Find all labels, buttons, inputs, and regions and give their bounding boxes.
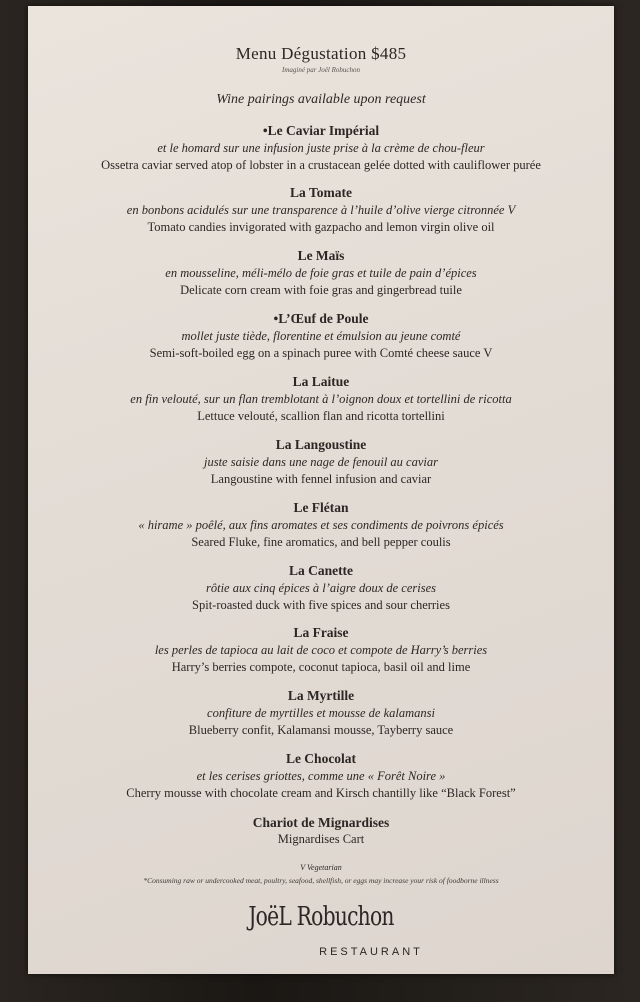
dish-name: Le Chocolat (285, 751, 357, 766)
dish-name: •L’Œuf de Poule (273, 311, 369, 326)
dish-description-fr: rôtie aux cinq épices à l’aigre doux de cerises (205, 581, 437, 595)
dish-name: Le Maïs (297, 248, 345, 263)
dish-tomate (28, 184, 614, 236)
dish-name: La Tomate (290, 185, 352, 200)
dish-description-en: Cherry mousse with chocolate cream and Kirsch chantilly like “Black Forest” (126, 786, 516, 800)
dish-description-fr: « hirame » poêlé, aux fins aromates et ses condiments de poivrons épicés (138, 518, 504, 532)
dish-description-en: Ossetra caviar served atop of lobster in a crustacean gelée dotted with cauliflower purée (101, 158, 541, 172)
food-safety-disclaimer: *Consuming raw or undercooked meat, poultry, seafood, shellfish, or eggs may increase your risk of foodborne illness (143, 876, 499, 885)
restaurant-logo: JoëL Robuchon (248, 902, 394, 932)
dish-description-fr: mollet juste tiède, florentine et émulsion au jeune comté (181, 329, 461, 343)
dish-name: La Laitue (292, 374, 350, 389)
dish-name: La Canette (288, 563, 354, 578)
menu-card (28, 6, 614, 974)
menu-title: Menu Dégustation $485 (235, 44, 407, 63)
dish-caviar (28, 122, 614, 174)
dish-canette (28, 562, 614, 614)
dish-description-fr: en bonbons acidulés sur une transparence à l’huile d’olive vierge citronnée V (126, 203, 516, 217)
dish-description-en: Blueberry confit, Kalamansi mousse, Tayberry sauce (188, 723, 454, 737)
dish-name: La Langoustine (275, 437, 367, 452)
dish-description-en: Lettuce velouté, scallion flan and ricotta tortellini (197, 409, 445, 423)
dish-description-en: Mignardises Cart (277, 832, 365, 846)
dish-description-en: Langoustine with fennel infusion and caviar (210, 472, 432, 486)
dish-description-fr: juste saisie dans une nage de fenouil au caviar (204, 455, 438, 469)
dish-description-fr: en fin velouté, sur un flan tremblotant à l’oignon doux et tortellini de ricotta (130, 392, 512, 406)
dish-mignardises (28, 814, 614, 848)
dish-description-fr: confiture de myrtilles et mousse de kalamansi (207, 706, 435, 720)
dish-myrtille (28, 687, 614, 739)
dish-description-en: Harry’s berries compote, coconut tapioca, basil oil and lime (171, 660, 471, 674)
dish-description-en: Seared Fluke, fine aromatics, and bell pepper coulis (191, 535, 451, 549)
dish-name: Le Flétan (293, 500, 349, 515)
dish-description-en: Spit-roasted duck with five spices and sour cherries (192, 598, 450, 612)
wine-pairing-note: Wine pairings available upon request (216, 92, 426, 107)
dish-name: Chariot de Mignardises (252, 815, 390, 830)
dish-fletan (28, 499, 614, 551)
dish-chocolat (28, 750, 614, 802)
dish-oeuf (28, 310, 614, 362)
dish-name: La Myrtille (287, 688, 355, 703)
vegetarian-legend: V Vegetarian (300, 863, 342, 872)
dish-laitue (28, 373, 614, 425)
dish-description-en: Semi-soft-boiled egg on a spinach puree with Comté cheese sauce V (149, 346, 493, 360)
dish-description-fr: les perles de tapioca au lait de coco et compote de Harry’s berries (154, 643, 488, 657)
dish-description-en: Delicate corn cream with foie gras and gingerbread tuile (180, 283, 462, 297)
dish-langoustine (28, 436, 614, 488)
dish-description-fr: et les cerises griottes, comme une « Forêt Noire » (196, 769, 446, 783)
menu-subtitle: Imaginé par Joël Robuchon (282, 66, 360, 74)
dish-name: La Fraise (293, 625, 349, 640)
dish-description-fr: en mousseline, méli-mélo de foie gras et tuile de pain d’épices (165, 266, 477, 280)
restaurant-logo-subtitle: RESTAURANT (319, 946, 423, 958)
dish-fraise (28, 624, 614, 676)
dish-mais (28, 247, 614, 299)
dish-description-en: Tomato candies invigorated with gazpacho and lemon virgin olive oil (147, 220, 495, 234)
dish-description-fr: et le homard sur une infusion juste prise à la crème de chou-fleur (157, 141, 485, 155)
dish-name: •Le Caviar Impérial (262, 123, 380, 138)
